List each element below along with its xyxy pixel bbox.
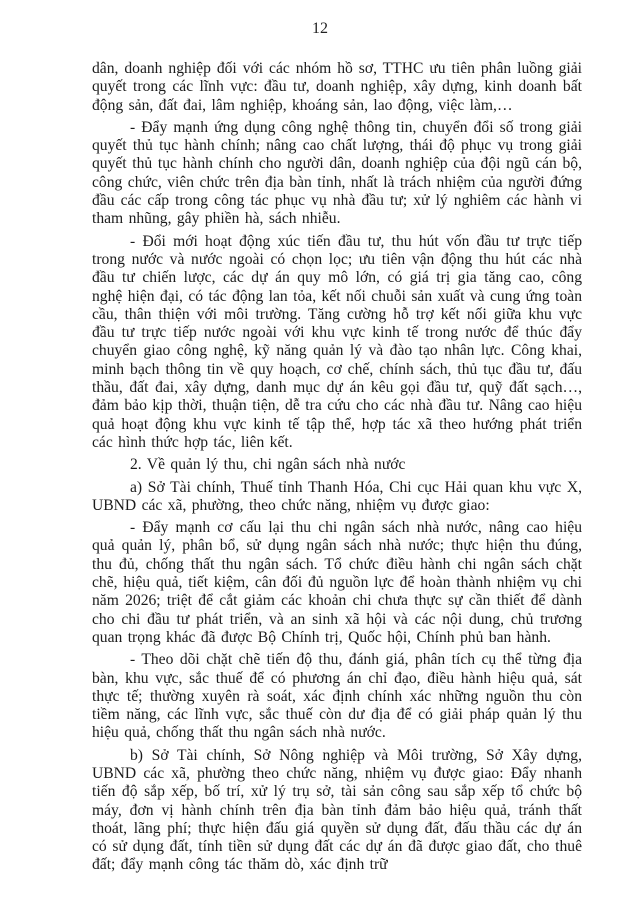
document-body: [92, 60, 582, 875]
paragraph-revenue-monitoring: - Theo dõi chặt chẽ tiến độ thu, đánh giá, phân tích cụ thể từng địa bàn, khu vực, sắc thuế để có phương án chỉ đạo, điều hành hiệu quả, sát thực tế; thường xuyên rà soát, xác định chính xác những nguồn thu còn tiềm năng, các lĩnh vực, sắc thuế còn dư địa để có giải pháp quản lý thu hiệu quả, chống thất thu ngân sách nhà nước.: [92, 651, 582, 742]
paragraph-budget-restructure: - Đẩy mạnh cơ cấu lại thu chi ngân sách nhà nước, nâng cao hiệu quả quản lý, phân bổ, sử dụng ngân sách nhà nước; thực hiện thu đúng, thu đủ, chống thất thu ngân sách. Tổ chức điều hành chi ngân sách chặt chẽ, hiệu quả, tiết kiệm, cân đối đủ nguồn lực để hoàn thành nhiệm vụ chi năm 2026; triệt để cắt giảm các khoản chi chưa thực sự cần thiết để dành cho chi đầu tư phát triển, và an sinh xã hội và các nội dung, chủ trương quan trọng khác đã được Bộ Chính trị, Quốc hội, Chính phủ ban hành.: [92, 519, 582, 646]
paragraph-it-application: - Đẩy mạnh ứng dụng công nghệ thông tin, chuyển đổi số trong giải quyết thủ tục hành chính; nâng cao chất lượng, thái độ phục vụ trong giải quyết thủ tục hành chính cho người dân, doanh nghiệp của đội ngũ cán bộ, công chức, viên chức trên địa bàn tỉnh, nhất là trách nhiệm của người đứng đầu các cấp trong công tác phục vụ nhà đầu tư; xử lý nghiêm các hành vi tham nhũng, gây phiền hà, sách nhiễu.: [92, 118, 582, 228]
page-number: 12: [312, 20, 328, 37]
paragraph-investment-promotion: - Đổi mới hoạt động xúc tiến đầu tư, thu hút vốn đầu tư trực tiếp trong nước và nước ngoài có chọn lọc; ưu tiên vận động thu hút các nhà đầu tư chiến lược, các dự án quy mô lớn, có giá trị gia tăng cao, công nghệ hiện đại, có tác động lan tỏa, kết nối chuỗi sản xuất và cung ứng toàn cầu, thân thiện với môi trường. Tăng cường hỗ trợ kết nối giữa khu vực đầu tư trực tiếp nước ngoài với khu vực kinh tế trong nước để thúc đẩy chuyển giao công nghệ, kỹ năng quản lý và đào tạo nhân lực. Công khai, minh bạch thông tin về quy hoạch, cơ chế, chính sách, thủ tục đầu tư, đấu thầu, đất đai, xây dựng, danh mục dự án kêu gọi đầu tư, quỹ đất sạch…, đảm bảo kịp thời, thuận tiện, dễ tra cứu cho các nhà đầu tư. Nâng cao hiệu quả hoạt động khu vực kinh tế tập thể, hợp tác xã theo hướng phát triển các hình thức hợp tác, liên kết.: [92, 232, 582, 451]
paragraph-continuation: dân, doanh nghiệp đối với các nhóm hồ sơ, TTHC ưu tiên phân luồng giải quyết trong các lĩnh vực: đầu tư, doanh nghiệp, xây dựng, kinh doanh bất động sản, đất đai, lâm nghiệp, khoáng sản, lao động, việc làm,…: [92, 60, 582, 114]
section-2-heading: 2. Về quản lý thu, chi ngân sách nhà nước: [130, 456, 406, 474]
paragraph-a-agencies: a) Sở Tài chính, Thuế tỉnh Thanh Hóa, Chi cục Hải quan khu vực X, UBND các xã, phường, theo chức năng, nhiệm vụ được giao:: [92, 478, 582, 514]
paragraph-b-agencies: b) Sở Tài chính, Sở Nông nghiệp và Môi trường, Sở Xây dựng, UBND các xã, phường theo chức năng, nhiệm vụ được giao: Đẩy nhanh tiến độ sắp xếp, bố trí, xử lý trụ sở, tài sản công sau sắp xếp tổ chức bộ máy, đơn vị hành chính trên địa bàn tỉnh đảm bảo hiệu quả, tránh thất thoát, lãng phí; thực hiện đấu giá quyền sử dụng đất, đấu thầu các dự án có sử dụng đất, tính tiền sử dụng đất các dự án đã được giao đất, cho thuê đất; đẩy mạnh công tác thăm dò, xác định trữ: [92, 746, 582, 874]
